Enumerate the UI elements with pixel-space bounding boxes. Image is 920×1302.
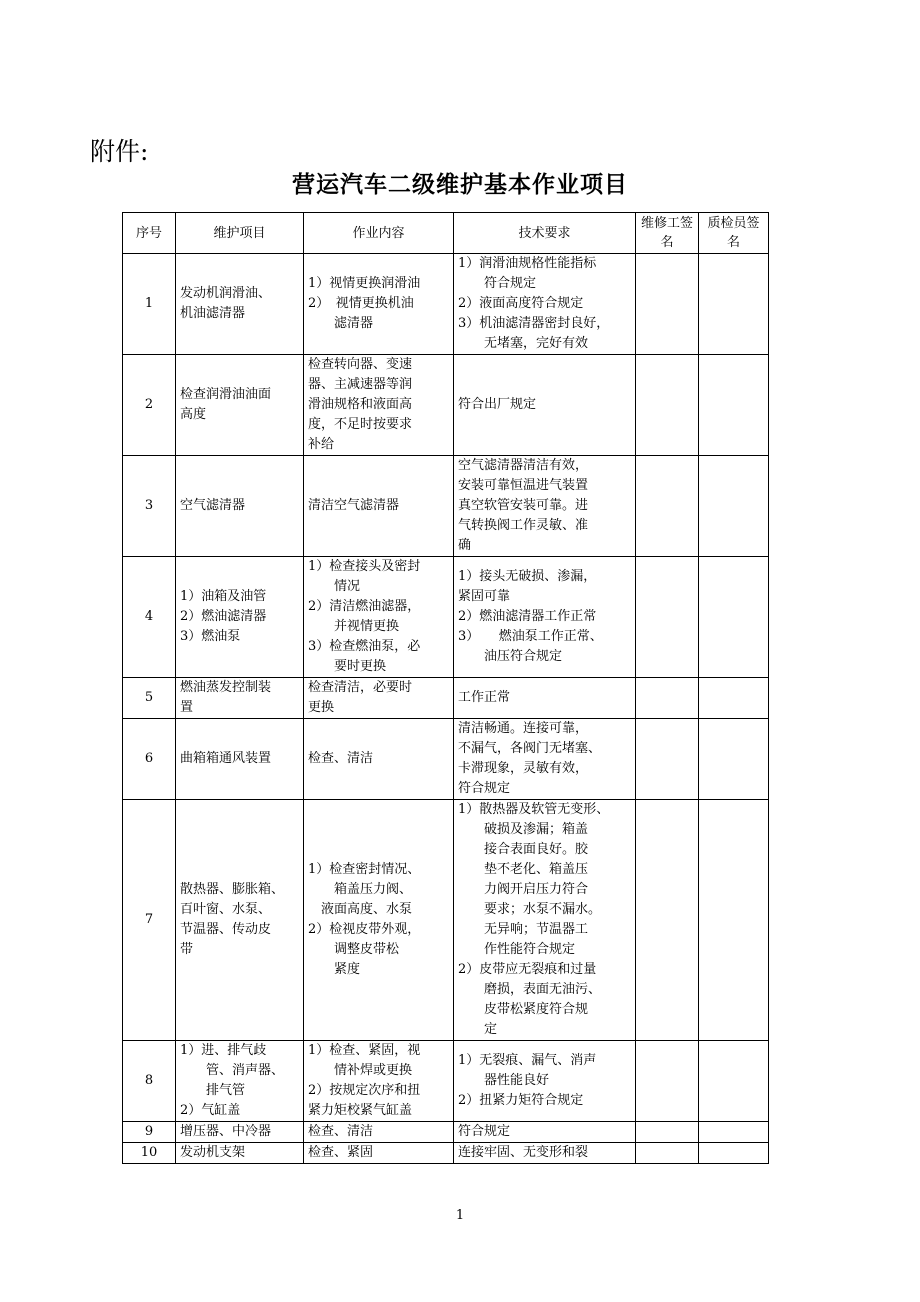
table-row — [123, 800, 769, 1041]
page-number: 1 — [455, 1208, 465, 1223]
row-number: 6 — [123, 719, 176, 800]
inspector-signature-cell[interactable] — [699, 678, 769, 719]
header-inspector-signature: 质检员签名 — [699, 213, 769, 254]
work-content-line: 1）检查接头及密封 — [308, 559, 421, 574]
table-row — [123, 1122, 769, 1143]
work-content-line: 器、主减速器等润 — [308, 377, 413, 392]
maintenance-item-line: 增压器、中冷器 — [180, 1124, 272, 1139]
row-number: 9 — [123, 1122, 176, 1143]
technical-requirement-line: 符合出厂规定 — [458, 397, 537, 412]
technical-requirement — [454, 1143, 636, 1164]
maintenance-item-line: 发动机支架 — [180, 1145, 246, 1160]
work-content-line: 滤清器 — [308, 316, 374, 331]
technical-requirement-line: 3）机油滤清器密封良好， — [458, 316, 610, 331]
technical-requirement-line: 1）接头无破损、渗漏， — [458, 569, 597, 584]
technical-requirement-line: 真空软管安装可靠。进 — [458, 498, 589, 513]
technical-requirement-line: 接合表面良好。胶 — [458, 842, 589, 857]
work-content-line: 紧度 — [308, 962, 361, 977]
work-content — [304, 355, 454, 456]
maintenance-item — [176, 456, 304, 557]
work-content-line: 1）视情更换润滑油 — [308, 276, 421, 291]
maintenance-item-line: 发动机润滑油、 — [180, 286, 272, 301]
work-content-line: 更换 — [308, 700, 335, 715]
technical-requirement-line: 力阀开启压力符合 — [458, 882, 589, 897]
header-requirement: 技术要求 — [454, 213, 636, 254]
technical-requirement-line: 2）皮带应无裂痕和过量 — [458, 962, 597, 977]
maintenance-item-line: 机油滤清器 — [180, 306, 246, 321]
table-row — [123, 456, 769, 557]
table-header-row — [123, 213, 769, 254]
work-content — [304, 1143, 454, 1164]
row-number: 1 — [123, 254, 176, 355]
work-content-line: 2）检视皮带外观， — [308, 922, 421, 937]
work-content — [304, 1041, 454, 1122]
technical-requirement-line: 清洁畅通。连接可靠， — [458, 721, 589, 736]
document-title: 营运汽车二级维护基本作业项目 — [292, 171, 628, 198]
work-content-line: 2）按规定次序和扭 — [308, 1083, 421, 1098]
technical-requirement-line: 符合规定 — [458, 781, 511, 796]
technical-requirement-line: 磨损，表面无油污、 — [458, 982, 602, 997]
table-row — [123, 254, 769, 355]
technical-requirement-line: 符合规定 — [458, 1124, 511, 1139]
technical-requirement-line: 符合规定 — [458, 276, 537, 291]
inspector-signature-cell[interactable] — [699, 800, 769, 1041]
technical-requirement-line: 要求；水泵不漏水。 — [458, 902, 602, 917]
work-content-line: 并视情更换 — [308, 619, 400, 634]
technical-requirement-line: 破损及渗漏；箱盖 — [458, 822, 589, 837]
work-content-line: 清洁空气滤清器 — [308, 498, 400, 513]
header-item: 维护项目 — [176, 213, 304, 254]
inspector-signature-cell[interactable] — [699, 1143, 769, 1164]
mechanic-signature-cell[interactable] — [636, 355, 699, 456]
work-content — [304, 557, 454, 678]
inspector-signature-cell[interactable] — [699, 355, 769, 456]
table-row — [123, 1041, 769, 1122]
maintenance-item-line: 1）油箱及油管 — [180, 589, 267, 604]
header-content: 作业内容 — [304, 213, 454, 254]
maintenance-item-line: 1）进、排气歧 — [180, 1043, 267, 1058]
row-number: 3 — [123, 456, 176, 557]
technical-requirement-line: 1）无裂痕、漏气、消声 — [458, 1053, 597, 1068]
technical-requirement-line: 气转换阀工作灵敏、准 — [458, 518, 589, 533]
work-content-line: 补给 — [308, 437, 335, 452]
header-mechanic-signature: 维修工签名 — [636, 213, 699, 254]
work-content-line: 情况 — [308, 579, 361, 594]
work-content-line: 检查清洁，必要时 — [308, 680, 413, 695]
maintenance-item-line: 2）燃油滤清器 — [180, 609, 267, 624]
table-row — [123, 557, 769, 678]
maintenance-item — [176, 678, 304, 719]
technical-requirement — [454, 719, 636, 800]
work-content-line: 箱盖压力阀、 — [308, 882, 413, 897]
maintenance-item-line: 散热器、膨胀箱、 — [180, 882, 285, 897]
maintenance-item — [176, 1122, 304, 1143]
work-content-line: 2） 视情更换机油 — [308, 296, 414, 311]
technical-requirement-line: 垫不老化、箱盖压 — [458, 862, 589, 877]
mechanic-signature-cell[interactable] — [636, 719, 699, 800]
technical-requirement — [454, 1041, 636, 1122]
row-number: 4 — [123, 557, 176, 678]
technical-requirement-line: 确 — [458, 538, 472, 553]
technical-requirement — [454, 1122, 636, 1143]
technical-requirement-line: 紧固可靠 — [458, 589, 511, 604]
inspector-signature-cell[interactable] — [699, 254, 769, 355]
work-content-line: 液面高度、水泵 — [308, 902, 413, 917]
technical-requirement — [454, 456, 636, 557]
maintenance-table — [122, 212, 769, 1164]
work-content — [304, 800, 454, 1041]
maintenance-item-line: 检查润滑油油面 — [180, 387, 272, 402]
row-number: 7 — [123, 800, 176, 1041]
technical-requirement-line: 不漏气，各阀门无堵塞、 — [458, 741, 602, 756]
work-content-line: 检查、清洁 — [308, 751, 374, 766]
work-content-line: 1）检查密封情况、 — [308, 862, 421, 877]
row-number: 5 — [123, 678, 176, 719]
table-row — [123, 678, 769, 719]
mechanic-signature-cell[interactable] — [636, 800, 699, 1041]
technical-requirement — [454, 678, 636, 719]
table-row — [123, 719, 769, 800]
maintenance-item-line: 置 — [180, 700, 194, 715]
work-content — [304, 1122, 454, 1143]
mechanic-signature-cell[interactable] — [636, 1143, 699, 1164]
maintenance-item — [176, 1041, 304, 1122]
maintenance-item — [176, 254, 304, 355]
work-content-line: 紧力矩校紧气缸盖 — [308, 1103, 413, 1118]
work-content — [304, 254, 454, 355]
technical-requirement-line: 油压符合规定 — [458, 649, 563, 664]
maintenance-item-line: 燃油蒸发控制装 — [180, 680, 272, 695]
maintenance-item-line: 百叶窗、水泵、 — [180, 902, 272, 917]
mechanic-signature-cell[interactable] — [636, 1041, 699, 1122]
work-content — [304, 719, 454, 800]
mechanic-signature-cell[interactable] — [636, 1122, 699, 1143]
maintenance-item-line: 节温器、传动皮 — [180, 922, 272, 937]
work-content-line: 检查转向器、变速 — [308, 357, 413, 372]
work-content-line: 1）检查、紧固，视 — [308, 1043, 421, 1058]
mechanic-signature-cell[interactable] — [636, 456, 699, 557]
inspector-signature-cell[interactable] — [699, 456, 769, 557]
inspector-signature-cell[interactable] — [699, 719, 769, 800]
technical-requirement-line: 安装可靠恒温进气装置 — [458, 478, 589, 493]
table-row — [123, 355, 769, 456]
technical-requirement-line: 2）燃油滤清器工作正常 — [458, 609, 597, 624]
technical-requirement-line: 卡滞现象，灵敏有效， — [458, 761, 589, 776]
technical-requirement-line: 器性能良好 — [458, 1073, 550, 1088]
inspector-signature-cell[interactable] — [699, 1041, 769, 1122]
work-content — [304, 678, 454, 719]
maintenance-item-line: 空气滤清器 — [180, 498, 246, 513]
technical-requirement-line: 2）扭紧力矩符合规定 — [458, 1093, 584, 1108]
attachment-label: 附件: — [90, 137, 149, 166]
maintenance-item — [176, 557, 304, 678]
work-content-line: 度，不足时按要求 — [308, 417, 413, 432]
maintenance-item — [176, 800, 304, 1041]
work-content — [304, 456, 454, 557]
technical-requirement-line: 无堵塞，完好有效 — [458, 336, 589, 351]
mechanic-signature-cell[interactable] — [636, 678, 699, 719]
technical-requirement — [454, 254, 636, 355]
maintenance-item-line: 2）气缸盖 — [180, 1103, 241, 1118]
maintenance-item — [176, 355, 304, 456]
maintenance-item-line: 排气管 — [180, 1083, 246, 1098]
maintenance-item-line: 管、消声器、 — [180, 1063, 285, 1078]
technical-requirement-line: 无异响；节温器工 — [458, 922, 589, 937]
work-content-line: 调整皮带松 — [308, 942, 400, 957]
technical-requirement — [454, 800, 636, 1041]
mechanic-signature-cell[interactable] — [636, 557, 699, 678]
technical-requirement-line: 连接牢固、无变形和裂 — [458, 1145, 589, 1160]
work-content-line: 3）检查燃油泵，必 — [308, 639, 421, 654]
header-seq: 序号 — [123, 213, 176, 254]
maintenance-item-line: 3）燃油泵 — [180, 629, 241, 644]
maintenance-item — [176, 1143, 304, 1164]
work-content-line: 2）清洁燃油滤器， — [308, 599, 421, 614]
technical-requirement-line: 2）液面高度符合规定 — [458, 296, 584, 311]
technical-requirement-line: 3） 燃油泵工作正常、 — [458, 629, 603, 644]
technical-requirement-line: 定 — [458, 1022, 498, 1037]
work-content-line: 要时更换 — [308, 659, 387, 674]
row-number: 2 — [123, 355, 176, 456]
maintenance-item-line: 带 — [180, 942, 194, 957]
mechanic-signature-cell[interactable] — [636, 254, 699, 355]
technical-requirement-line: 皮带松紧度符合规 — [458, 1002, 589, 1017]
row-number: 8 — [123, 1041, 176, 1122]
row-number: 10 — [123, 1143, 176, 1164]
technical-requirement-line: 1）润滑油规格性能指标 — [458, 256, 597, 271]
work-content-line: 检查、紧固 — [308, 1145, 374, 1160]
inspector-signature-cell[interactable] — [699, 1122, 769, 1143]
inspector-signature-cell[interactable] — [699, 557, 769, 678]
technical-requirement — [454, 355, 636, 456]
technical-requirement — [454, 557, 636, 678]
maintenance-item-line: 曲箱箱通风装置 — [180, 751, 272, 766]
maintenance-item-line: 高度 — [180, 407, 207, 422]
technical-requirement-line: 作性能符合规定 — [458, 942, 576, 957]
technical-requirement-line: 工作正常 — [458, 690, 511, 705]
work-content-line: 情补焊或更换 — [308, 1063, 413, 1078]
maintenance-item — [176, 719, 304, 800]
work-content-line: 检查、清洁 — [308, 1124, 374, 1139]
work-content-line: 滑油规格和液面高 — [308, 397, 413, 412]
technical-requirement-line: 1）散热器及软管无变形、 — [458, 802, 610, 817]
technical-requirement-line: 空气滤清器清洁有效， — [458, 458, 589, 473]
table-row — [123, 1143, 769, 1164]
